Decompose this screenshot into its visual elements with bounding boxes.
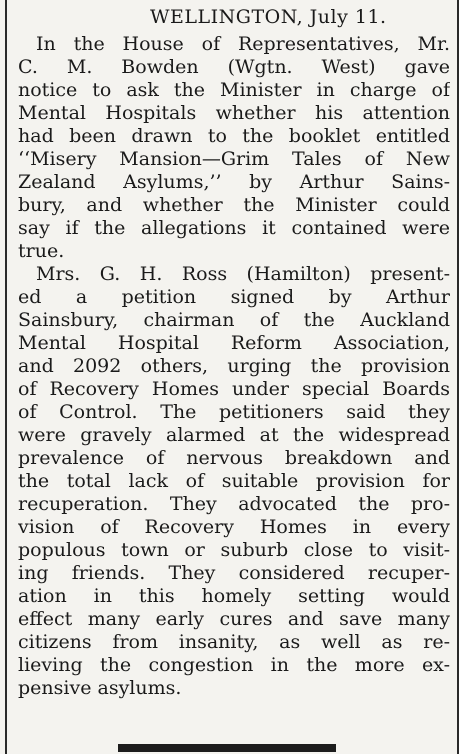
article-line: prevalence of nervous breakdown and — [18, 447, 450, 469]
article-line: the total lack of suitable provision for — [18, 470, 450, 492]
article-line: had been drawn to the booklet entitled — [18, 125, 450, 147]
article-line: Zealand Asylums,’’ by Arthur Sains- — [18, 171, 450, 193]
article-line: Sainsbury, chairman of the Auckland — [18, 309, 450, 331]
article-line: ed a petition signed by Arthur — [18, 286, 450, 308]
article-line: true. — [18, 240, 65, 262]
article-line: populous town or suburb close to visit- — [18, 539, 450, 561]
article-line: C. M. Bowden (Wgtn. West) gave — [18, 56, 450, 78]
dateline: WELLINGTON, July 11. — [150, 6, 387, 28]
column-rule-left — [5, 0, 7, 754]
article-line: pensive asylums. — [18, 677, 182, 699]
article-line: were gravely alarmed at the widespread — [18, 424, 450, 446]
article-line: Mental Hospital Reform Association, — [18, 332, 450, 354]
bottom-rule — [118, 744, 336, 752]
article-line: ing friends. They considered recuper- — [18, 562, 450, 584]
article-line: of Recovery Homes under special Boards — [18, 378, 450, 400]
article-line: bury, and whether the Minister could — [18, 194, 450, 216]
article-line: lieving the congestion in the more ex- — [18, 654, 450, 676]
article-line: and 2092 others, urging the provision — [18, 355, 450, 377]
article-line: Mrs. G. H. Ross (Hamilton) present- — [36, 263, 450, 285]
article-line: effect many early cures and save many — [18, 608, 450, 630]
article-line: notice to ask the Minister in charge of — [18, 79, 450, 101]
article-line: vision of Recovery Homes in every — [18, 516, 450, 538]
article-line: ation in this homely setting would — [18, 585, 450, 607]
article-line: of Control. The petitioners said they — [18, 401, 450, 423]
article-line: Mental Hospitals whether his attention — [18, 102, 450, 124]
article-line: ‘‘Misery Mansion—Grim Tales of New — [18, 148, 450, 170]
article-line: say if the allegations it contained were — [18, 217, 450, 239]
article-line: citizens from insanity, as well as re- — [18, 631, 450, 653]
article-line: In the House of Representatives, Mr. — [36, 33, 450, 55]
article-line: recuperation. They advocated the pro- — [18, 493, 450, 515]
